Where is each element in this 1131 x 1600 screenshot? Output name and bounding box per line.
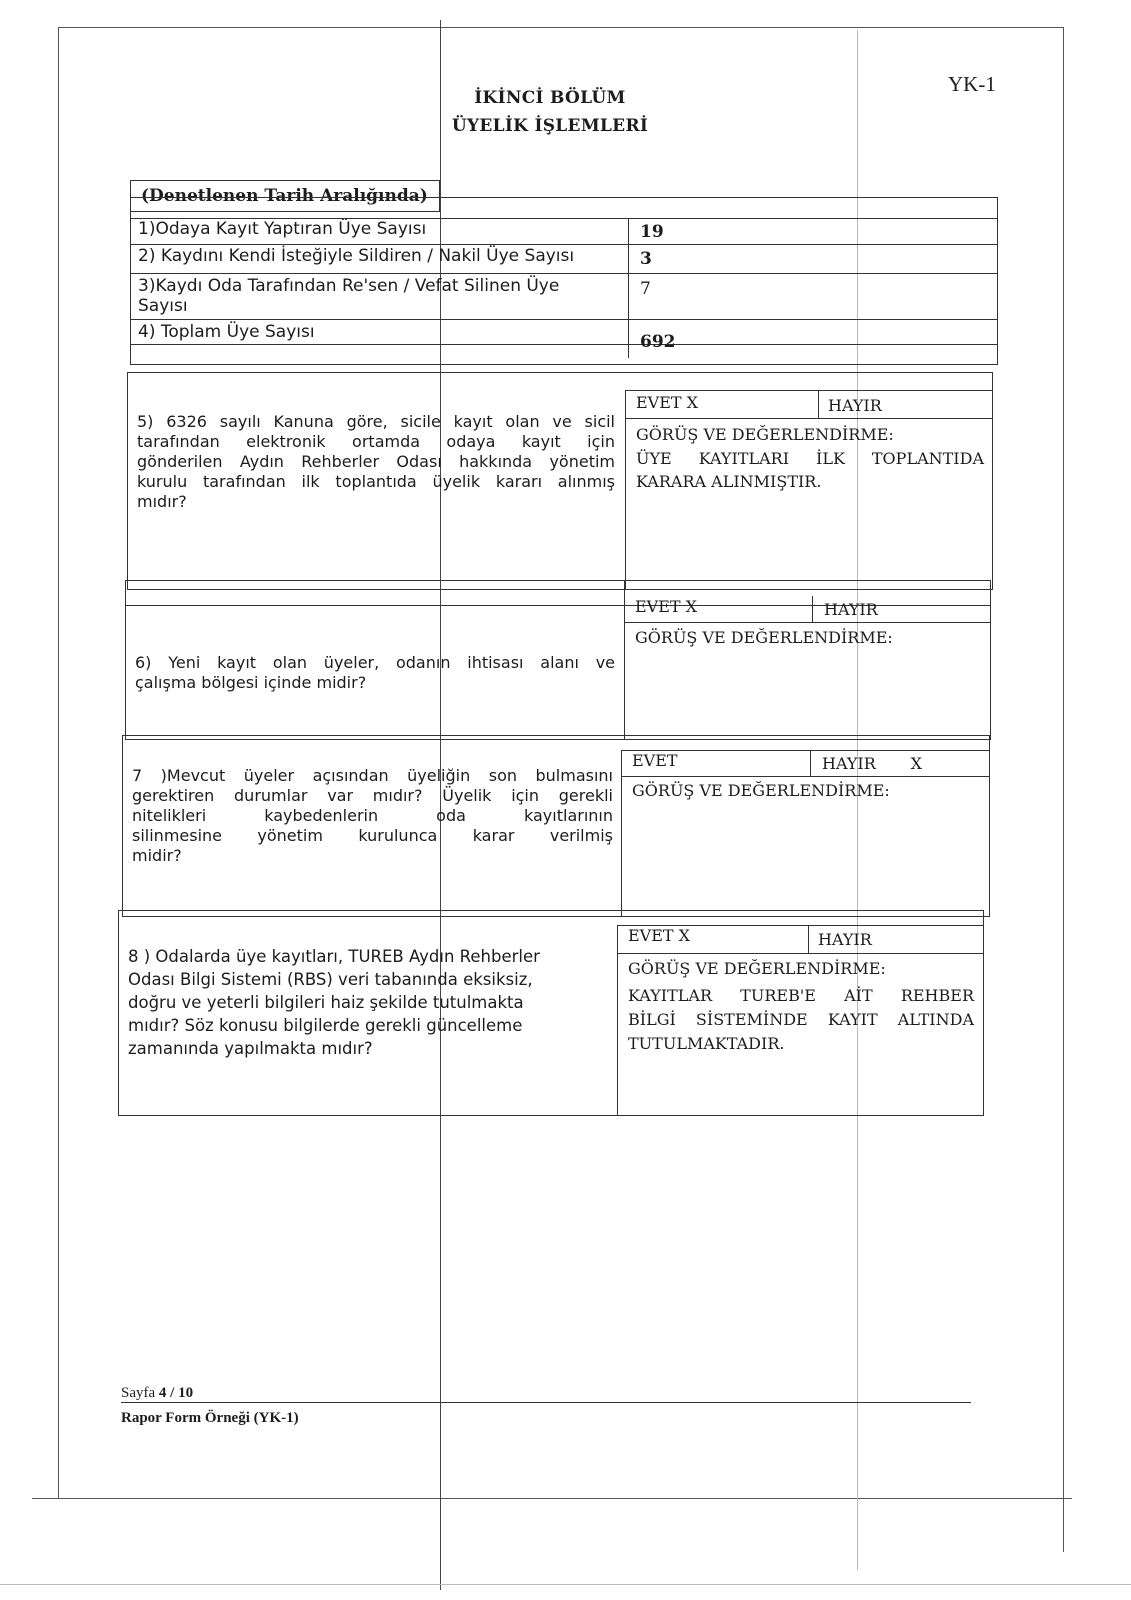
stat-value-removed-by-chamber: 7 [640, 279, 651, 299]
question-7-text: 7 )Mevcut üyeler açısından üyeliğin son bulmasını gerektiren durumlar var mıdır? Üyelik için gerekli nitelikleri kaybedenlerin oda kayıtlarının silinmesine yönetim kurulunca karar verilmiş midir? [132, 766, 613, 865]
question-6-comment-label: GÖRÜŞ VE DEĞERLENDİRME: [635, 628, 893, 647]
stat-value-self-removed: 3 [640, 249, 652, 269]
question-5-text: 5) 6326 sayılı Kanuna göre, sicile kayıt olan ve sicil tarafından elektronik ortamda odaya kayıt için gönderilen Aydın Rehberler Odası hakkında yönetim kurulu tarafından ilk toplantıda üyelik kararı alınmış mıdır? [137, 412, 615, 511]
question-6-yes: EVET X [635, 597, 698, 616]
question-5-comment-label: GÖRÜŞ VE DEĞERLENDİRME: [636, 425, 894, 444]
question-8-comment-line2: BİLGİ SİSTEMİNDE KAYIT ALTINDA [628, 1010, 974, 1029]
stat-label-total-members: 4) Toplam Üye Sayısı [138, 322, 315, 342]
scan-edge [0, 1584, 1131, 1585]
question-8-text: 8 ) Odalarda üye kayıtları, TUREB Aydın Rehberler Odası Bilgi Sistemi (RBS) veri tabanında eksiksiz, doğru ve yeterli bilgileri haiz şekilde tutulmakta mıdır? Söz konusu bilgilerde gerekli güncelleme zamanında yapılmakta mıdır? [128, 947, 540, 1058]
stat-label-new-members: 1)Odaya Kayıt Yaptıran Üye Sayısı [138, 219, 427, 239]
question-5-comment-line1: ÜYE KAYITLARI İLK TOPLANTIDA [636, 449, 984, 468]
section-title: İKİNCİ BÖLÜM [474, 88, 626, 108]
footer-page: Sayfa 4 / 10 [121, 1385, 194, 1401]
question-8-yes: EVET X [628, 926, 691, 945]
page-frame-left [58, 27, 59, 1499]
page-code: YK-1 [948, 72, 996, 96]
question-5-no: HAYIR [828, 396, 882, 415]
stat-label-removed-by-chamber: 3)Kaydı Oda Tarafından Re'sen / Vefat Silinen Üye [138, 276, 560, 296]
stat-label-removed-by-chamber-cont: Sayısı [138, 296, 188, 316]
question-7-no: HAYIR X [822, 754, 922, 773]
footer-rule [121, 1402, 971, 1403]
page-frame-top [58, 27, 1063, 28]
question-8-no: HAYIR [818, 930, 872, 949]
question-5-comment-line2: KARARA ALINMIŞTIR. [636, 472, 822, 491]
stats-header: (Denetlenen Tarih Aralığında) [141, 186, 428, 206]
stat-value-new-members: 19 [640, 222, 664, 242]
page-frame-bottom [32, 1498, 1072, 1499]
question-7-comment-label: GÖRÜŞ VE DEĞERLENDİRME: [632, 781, 890, 800]
page-frame-right [1063, 27, 1064, 1552]
stat-label-self-removed: 2) Kaydını Kendi İsteğiyle Sildiren / Nakil Üye Sayısı [138, 246, 575, 266]
question-7-yes: EVET [632, 751, 678, 770]
footer-form-name: Rapor Form Örneği (YK-1) [121, 1410, 299, 1426]
question-5-yes: EVET X [636, 393, 699, 412]
question-6-text: 6) Yeni kayıt olan üyeler, odanın ihtisası alanı ve çalışma bölgesi içinde midir? [135, 653, 615, 692]
stat-value-total-members: 692 [640, 332, 676, 352]
section-subtitle: ÜYELİK İŞLEMLERİ [451, 116, 649, 136]
question-6-no: HAYIR [824, 600, 878, 619]
question-8-comment-label: GÖRÜŞ VE DEĞERLENDİRME: [628, 959, 886, 978]
question-8-comment-line3: TUTULMAKTADIR. [628, 1034, 785, 1053]
question-8-comment-line1: KAYITLAR TUREB'E AİT REHBER [628, 986, 974, 1005]
